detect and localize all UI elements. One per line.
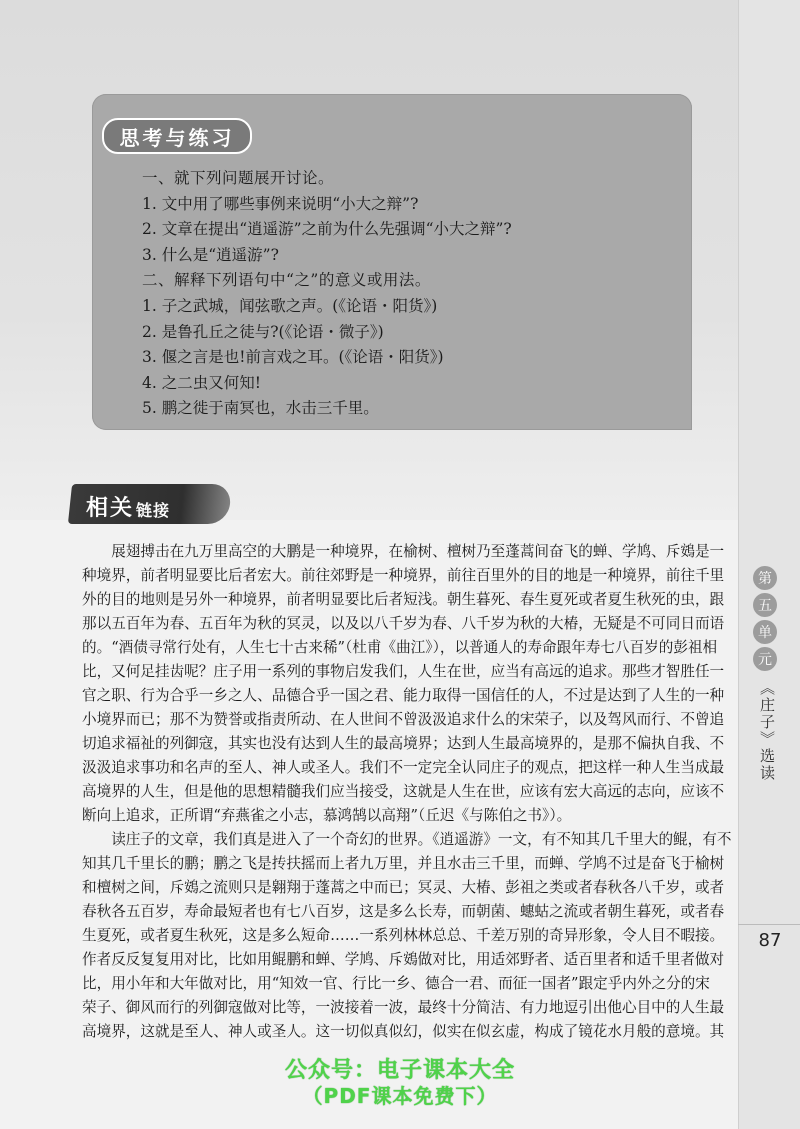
- exercise-list: [142, 166, 682, 422]
- unit-char: 五: [753, 593, 777, 617]
- body-line: 官之职、行为合乎一乡之人、品德合乎一国之君、能力取得一国信任的人，不过是达到了人生的一种: [82, 687, 725, 704]
- related-links-title-main: 相关: [86, 496, 135, 521]
- body-line: 切追求福祉的列御寇，其实也没有达到人生的最高境界；达到人生最高境界的，是那不偏执自我、不: [82, 735, 725, 752]
- body-line: 那以五百年为春、五百年为秋的冥灵，以及以八千岁为春、八千岁为秋的大椿，无疑是不可同日而语: [82, 615, 725, 632]
- body-line: 种境界，前者明显要比后者宏大。前往郊野是一种境界，前往百里外的目的地是一种境界，前往千里: [82, 567, 725, 584]
- body-line: 比，又何足挂齿呢？庄子用一系列的事物启发我们，人生在世，应当有高远的追求。那些才智胜任一: [82, 663, 725, 680]
- related-links-title-sub: 链接: [136, 501, 171, 520]
- body-line: 和檀树之间，斥鴳之流则只是翱翔于蓬蒿之中而已；冥灵、大椿、彭祖之类或者春秋各八千岁，或者: [82, 879, 725, 896]
- watermark-line-2: （PDF课本免费下）: [302, 1084, 498, 1108]
- body-line: 展翅搏击在九万里高空的大鹏是一种境界，在榆树、檀树乃至蓬蒿间奋飞的蝉、学鸠、斥鴳是一: [82, 543, 725, 560]
- exercise-line: 3. 偃之言是也!前言戏之耳。(《论语・阳货》): [142, 348, 444, 367]
- body-line: 春秋各五百岁，寿命最短者也有七八百岁，这是多么长寿，而朝菌、蟪蛄之流或者朝生暮死，或者春: [82, 903, 725, 920]
- exercise-line: 1. 文中用了哪些事例来说明“小大之辩”?: [142, 194, 419, 213]
- exercise-box: [92, 94, 692, 430]
- exercise-line: 5. 鹏之徙于南冥也，水击三千里。: [142, 399, 379, 418]
- exercise-line: 二、解释下列语句中“之”的意义或用法。: [142, 271, 431, 290]
- unit-char: 元: [753, 647, 777, 671]
- watermark-line-1: 公众号：电子课本大全: [284, 1058, 515, 1083]
- related-links-title: [86, 488, 170, 522]
- body-line: 汲汲追求事功和名声的至人、神人或圣人。我们不一定完全认同庄子的观点，把这样一种人生当成最: [82, 759, 725, 776]
- exercise-line: 2. 文章在提出“逍遥游”之前为什么先强调“小大之辩”?: [142, 220, 512, 239]
- unit-label: [750, 566, 780, 674]
- watermark: [0, 1058, 800, 1108]
- body-line: 比，用小年和大年做对比，用“知效一官、行比一乡、德合一君、而征一国者”跟定乎内外之分的宋: [82, 975, 710, 992]
- page-number: 87: [758, 930, 782, 951]
- lesson-label: 《庄子》选读: [758, 680, 776, 782]
- page-number-divider: [738, 924, 800, 925]
- body-line: 荣子、御风而行的列御寇做对比等，一波接着一波，最终十分简洁、有力地逗引出他心目中的人生最: [82, 999, 725, 1016]
- exercise-line: 一、就下列问题展开讨论。: [142, 169, 335, 187]
- unit-char: 单: [753, 620, 777, 644]
- exercise-line: 1. 子之武城，闻弦歌之声。(《论语・阳货》): [142, 296, 438, 315]
- exercise-line: 3. 什么是“逍遥游”?: [142, 245, 279, 264]
- body-line: 的。“酒债寻常行处有，人生七十古来稀”（杜甫《曲江》），以普通人的寿命跟年寿七八百岁的彭祖相: [82, 639, 718, 656]
- body-line: 作者反反复复用对比，比如用鲲鹏和蝉、学鸠、斥鴳做对比，用适郊野者、适百里者和适千里者做对: [82, 951, 725, 968]
- side-margin-strip: [738, 0, 800, 1129]
- body-text: [82, 540, 732, 1044]
- body-line: 知其几千里长的鹏；鹏之飞是抟扶摇而上者九万里，并且水击三千里，而蝉、学鸠不过是奋飞于榆树: [82, 855, 725, 872]
- exercise-line: 4. 之二虫又何知!: [142, 373, 261, 392]
- body-line: 读庄子的文章，我们真是进入了一个奇幻的世界。《逍遥游》一文，有不知其几千里大的鲲，有不: [82, 831, 732, 848]
- body-line: 外的目的地则是另外一种境界，前者明显要比后者短浅。朝生暮死、春生夏死或者夏生秋死的虫，跟: [82, 591, 725, 608]
- exercise-line: 2. 是鲁孔丘之徒与?(《论语・微子》): [142, 322, 384, 341]
- body-line: 高境界的人生，但是他的思想精髓我们应当接受，这就是人生在世，应该有宏大高远的志向，应该不: [82, 783, 725, 800]
- exercise-title: 思考与练习: [102, 118, 252, 154]
- unit-char: 第: [753, 566, 777, 590]
- body-line: 小境界而已；那不为赞誉或指责所动、在人世间不曾汲汲追求什么的宋荣子，以及驾风而行、不曾追: [82, 711, 725, 728]
- body-line: 断向上追求，正所谓“弃燕雀之小志，慕鸿鹄以高翔”（丘迟《与陈伯之书》）。: [82, 807, 572, 824]
- body-line: 生夏死，或者夏生秋死，这是多么短命……一系列林林总总、千差万别的奇异形象，令人目不暇接。: [82, 927, 725, 944]
- body-line: 高境界，这就是至人、神人或圣人。这一切似真似幻，似实在似玄虚，构成了镜花水月般的意境。其: [82, 1023, 725, 1040]
